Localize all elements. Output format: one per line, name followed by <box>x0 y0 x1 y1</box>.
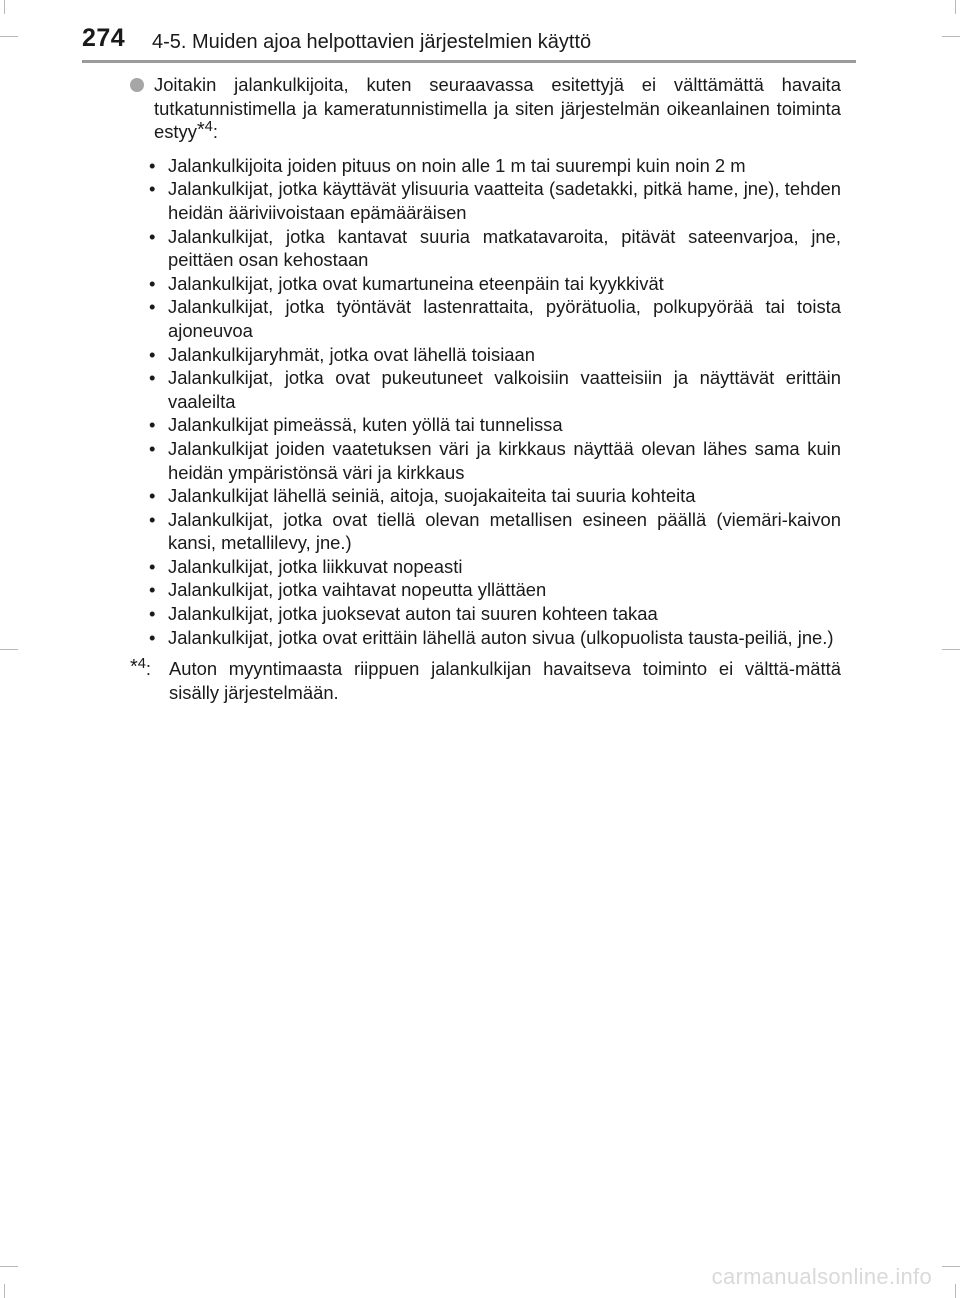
crop-mark-mid-right <box>942 649 960 650</box>
list-item-text: Jalankulkijat, jotka ovat pukeutuneet valkoisiin vaatteisiin ja näyttävät erittäin vaaleilta <box>168 367 841 412</box>
list-item-text: Jalankulkijat pimeässä, kuten yöllä tai tunnelissa <box>168 414 563 436</box>
list-item-text: Jalankulkijat, jotka ovat erittäin lähellä auton sivua (ulkopuolista tausta-peiliä, jne.) <box>168 626 834 648</box>
footnote-text: Auton myyntimaasta riippuen jalankulkijan havaitseva toiminto ei välttä-mättä sisälly järjestelmään. <box>169 658 841 703</box>
crop-mark-right-lower <box>955 1284 956 1298</box>
list-item <box>130 343 841 367</box>
bullet-icon: • <box>149 272 156 294</box>
list-item <box>130 225 841 272</box>
list-item-text: Jalankulkijat, jotka työntävät lastenrattaita, pyörätuolia, polkupyörää tai toista ajoneuvoa <box>168 296 841 341</box>
list-item <box>130 437 841 484</box>
list-item-text: Jalankulkijat, jotka vaihtavat nopeutta yllättäen <box>168 579 547 601</box>
footnote-colon: : <box>145 658 152 680</box>
circle-bullet-icon <box>130 78 144 92</box>
bullet-icon: • <box>149 603 156 625</box>
bullet-icon: • <box>149 343 156 365</box>
list-item <box>130 272 841 296</box>
crop-mark-left-lower <box>4 1284 5 1298</box>
bullet-icon: • <box>149 508 156 530</box>
bullet-icon: • <box>149 154 156 176</box>
list-item-text: Jalankulkijat, jotka juoksevat auton tai suuren kohteen takaa <box>168 603 658 625</box>
footnote-marker <box>130 657 151 681</box>
list-item-text: Jalankulkijaryhmät, jotka ovat lähellä toisiaan <box>168 343 535 365</box>
bullet-icon: • <box>149 626 156 648</box>
list-item-text: Jalankulkijat joiden vaatetuksen väri ja kirkkaus näyttää olevan lähes sama kuin heidän ympäristönsä väri ja kirkkaus <box>168 437 841 483</box>
list-item-text: Jalankulkijat, jotka liikkuvat nopeasti <box>168 555 463 577</box>
list-item <box>130 602 841 626</box>
watermark: carmanualsonline.info <box>711 1264 932 1289</box>
list-item-text: Jalankulkijat, jotka ovat kumartuneina eteenpäin tai kyykkivät <box>168 272 664 294</box>
list-item <box>130 413 841 437</box>
page-content <box>130 73 841 704</box>
section-title: 4-5. Muiden ajoa helpottavien järjestelmien käyttö <box>152 31 592 53</box>
list-item <box>130 484 841 508</box>
footnote-number: 4 <box>204 119 213 136</box>
crop-mark-left-upper <box>4 0 5 14</box>
bullet-icon: • <box>149 414 156 436</box>
crop-mark-bottom-left <box>0 1266 18 1267</box>
intro-colon: : <box>212 121 218 143</box>
list-item-text: Jalankulkijat, jotka kantavat suuria matkatavaroita, pitävät sateenvarjoa, jne, peittäen osan kehostaan <box>168 225 841 271</box>
list-item-text: Jalankulkijat, jotka käyttävät ylisuuria vaatteita (sadetakki, pitkä hame, jne), tehden heidän ääriviivoistaan epämääräisen <box>168 178 841 223</box>
list-item <box>130 626 841 650</box>
intro-footnote-marker <box>196 119 213 142</box>
intro-paragraph <box>130 73 841 144</box>
crop-mark-top-left <box>0 36 18 37</box>
list-item-text: Jalankulkijat, jotka ovat tiellä olevan metallisen esineen päällä (viemäri-kaivon kansi, metallilevy, jne.) <box>168 508 841 554</box>
list-item <box>130 366 841 413</box>
list-item <box>130 177 841 224</box>
asterisk-icon: * <box>196 119 205 142</box>
list-item <box>130 295 841 342</box>
bullet-icon: • <box>149 437 156 459</box>
list-item <box>130 508 841 555</box>
bullet-icon: • <box>149 225 156 247</box>
list-item <box>130 555 841 579</box>
asterisk-icon: * <box>130 656 138 679</box>
bullet-icon: • <box>149 367 156 389</box>
list-item-text: Jalankulkijat lähellä seiniä, aitoja, suojakaiteita tai suuria kohteita <box>168 485 696 507</box>
bullet-icon: • <box>149 485 156 507</box>
page-number: 274 <box>82 24 126 52</box>
bullet-icon: • <box>149 296 156 318</box>
crop-mark-mid-left <box>0 649 18 650</box>
list-item <box>130 578 841 602</box>
crop-mark-top-right <box>942 36 960 37</box>
list-item <box>130 154 841 178</box>
bullet-icon: • <box>149 579 156 601</box>
footnote-superscript <box>130 656 146 679</box>
footnote <box>130 657 841 704</box>
intro-text: Joitakin jalankulkijoita, kuten seuraavassa esitettyjä ei välttämättä havaita tutkatunnistimella ja kameratunnistimella ja siten järjestelmän oikeanlainen toiminta estyy <box>154 74 841 143</box>
crop-mark-right-upper <box>955 0 956 14</box>
header-rule <box>82 60 856 63</box>
bullet-icon: • <box>149 178 156 200</box>
crop-mark-bottom-right <box>942 1266 960 1267</box>
list-item-text: Jalankulkijoita joiden pituus on noin alle 1 m tai suurempi kuin noin 2 m <box>168 154 746 176</box>
footnote-number: 4 <box>137 656 146 673</box>
pedestrian-condition-list <box>130 154 841 649</box>
bullet-icon: • <box>149 555 156 577</box>
